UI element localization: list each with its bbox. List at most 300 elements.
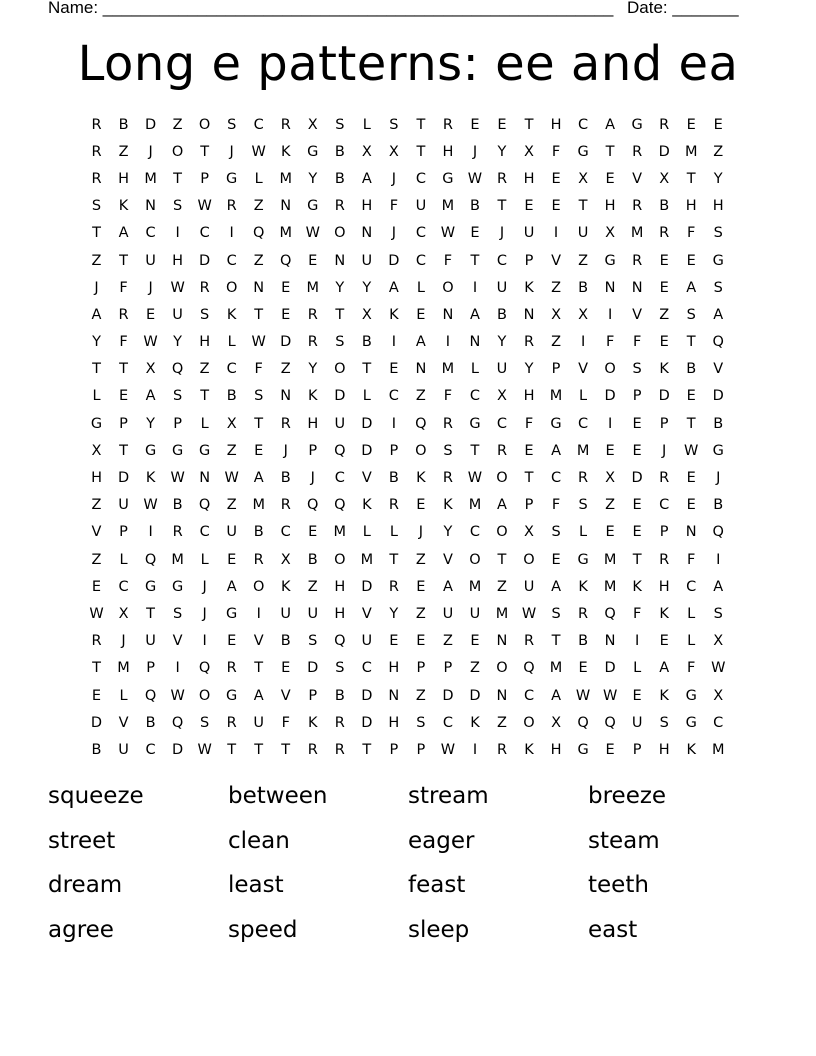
grid-letter: W bbox=[170, 279, 185, 296]
grid-letter: T bbox=[605, 143, 615, 160]
grid-letter: E bbox=[470, 225, 480, 242]
grid-letter: Z bbox=[605, 497, 616, 514]
grid-letter: W bbox=[251, 143, 266, 160]
grid-letter: N bbox=[253, 279, 265, 296]
grid-letter: K bbox=[632, 578, 642, 595]
grid-letter: M bbox=[603, 578, 617, 595]
grid-letter: O bbox=[171, 143, 184, 160]
grid-letter: G bbox=[144, 442, 157, 459]
grid-letter: C bbox=[226, 252, 237, 269]
grid-letter: D bbox=[172, 741, 184, 758]
grid-letter: P bbox=[308, 687, 318, 704]
grid-letter: K bbox=[659, 687, 669, 704]
grid-letter: A bbox=[118, 225, 129, 242]
grid-letter: S bbox=[173, 198, 183, 215]
grid-letter: L bbox=[687, 633, 696, 650]
grid-letter: N bbox=[604, 633, 616, 650]
grid-letter: R bbox=[280, 116, 291, 133]
grid-letter: Y bbox=[713, 170, 723, 187]
grid-letter: I bbox=[716, 551, 721, 568]
grid-letter: U bbox=[172, 306, 183, 323]
grid-letter: W bbox=[467, 170, 483, 187]
grid-letter: P bbox=[119, 524, 128, 541]
grid-letter: P bbox=[146, 660, 155, 677]
grid-letter: M bbox=[441, 361, 455, 378]
grid-letter: A bbox=[605, 116, 616, 133]
grid-letter: N bbox=[496, 633, 508, 650]
grid-letter: F bbox=[632, 334, 642, 351]
grid-letter: V bbox=[551, 252, 561, 269]
grid-letter: C bbox=[145, 225, 156, 242]
grid-letter: Z bbox=[226, 442, 237, 459]
grid-letter: E bbox=[605, 442, 615, 459]
grid-letter: P bbox=[659, 415, 669, 432]
grid-letter: H bbox=[685, 198, 697, 215]
grid-letter: L bbox=[254, 170, 263, 187]
grid-letter: P bbox=[389, 442, 399, 459]
grid-letter: X bbox=[307, 116, 318, 133]
grid-letter: M bbox=[279, 225, 292, 242]
grid-letter: R bbox=[172, 524, 183, 541]
grid-letter: P bbox=[200, 170, 210, 187]
grid-letter: D bbox=[658, 143, 670, 160]
grid-letter: H bbox=[199, 334, 211, 351]
grid-letter: E bbox=[416, 578, 426, 595]
grid-letter: E bbox=[686, 116, 696, 133]
grid-letter: T bbox=[119, 361, 128, 378]
grid-letter: P bbox=[524, 497, 534, 514]
grid-letter: D bbox=[199, 252, 211, 269]
grid-letter: O bbox=[496, 470, 508, 487]
grid-letter: P bbox=[443, 660, 453, 677]
grid-letter: B bbox=[686, 361, 697, 378]
grid-letter: U bbox=[253, 714, 265, 731]
grid-letter: F bbox=[389, 198, 399, 215]
word-bank-item: street bbox=[48, 827, 116, 854]
grid-letter: Q bbox=[334, 633, 346, 650]
grid-letter: Q bbox=[334, 497, 346, 514]
grid-letter: Z bbox=[578, 252, 589, 269]
grid-letter: U bbox=[631, 714, 643, 731]
grid-row bbox=[83, 437, 733, 464]
grid-letter: U bbox=[469, 605, 481, 622]
grid-letter: E bbox=[686, 497, 696, 514]
grid-letter: F bbox=[632, 605, 642, 622]
grid-letter: G bbox=[226, 170, 238, 187]
grid-letter: S bbox=[416, 714, 426, 731]
grid-letter: P bbox=[524, 252, 534, 269]
grid-letter: I bbox=[472, 741, 478, 758]
grid-letter: J bbox=[148, 143, 153, 160]
grid-letter: M bbox=[306, 279, 320, 296]
grid-letter: U bbox=[280, 605, 292, 622]
grid-letter: G bbox=[550, 415, 562, 432]
grid-letter: D bbox=[604, 388, 616, 405]
grid-letter: M bbox=[495, 605, 509, 622]
grid-letter: C bbox=[496, 415, 508, 432]
grid-letter: K bbox=[659, 361, 669, 378]
grid-letter: W bbox=[305, 225, 320, 242]
word-bank-item: squeeze bbox=[48, 783, 144, 809]
grid-letter: R bbox=[659, 551, 670, 568]
grid-letter: G bbox=[144, 578, 157, 595]
grid-letter: R bbox=[659, 470, 670, 487]
grid-letter: T bbox=[686, 415, 696, 432]
grid-letter: A bbox=[91, 306, 102, 323]
grid-letter: B bbox=[334, 143, 345, 160]
grid-letter: J bbox=[499, 225, 505, 242]
grid-row bbox=[83, 519, 733, 546]
grid-letter: O bbox=[496, 660, 508, 677]
grid-letter: G bbox=[307, 143, 319, 160]
grid-letter: A bbox=[713, 306, 724, 323]
grid-letter: E bbox=[308, 252, 318, 269]
grid-letter: E bbox=[605, 741, 615, 758]
grid-letter: Q bbox=[307, 497, 319, 514]
grid-letter: T bbox=[173, 170, 183, 187]
grid-letter: F bbox=[687, 551, 696, 568]
grid-letter: C bbox=[496, 252, 508, 269]
grid-letter: E bbox=[713, 116, 723, 133]
grid-letter: Y bbox=[497, 143, 507, 160]
grid-row bbox=[83, 247, 733, 274]
grid-letter: V bbox=[91, 524, 102, 541]
grid-letter: N bbox=[145, 198, 156, 215]
grid-letter: C bbox=[145, 741, 156, 758]
grid-letter: N bbox=[361, 225, 373, 242]
grid-letter: S bbox=[173, 388, 183, 405]
grid-letter: Z bbox=[442, 633, 453, 650]
grid-letter: R bbox=[253, 551, 264, 568]
grid-letter: E bbox=[659, 334, 669, 351]
grid-letter: H bbox=[334, 605, 346, 622]
grid-letter: C bbox=[334, 470, 345, 487]
grid-letter: D bbox=[280, 334, 292, 351]
grid-letter: Z bbox=[415, 551, 426, 568]
grid-letter: Y bbox=[92, 334, 101, 351]
grid-letter: I bbox=[472, 279, 478, 296]
grid-row bbox=[83, 682, 733, 709]
grid-letter: R bbox=[334, 198, 345, 215]
word-bank-item: stream bbox=[408, 783, 489, 809]
grid-letter: L bbox=[687, 605, 696, 622]
grid-letter: R bbox=[199, 279, 210, 296]
grid-letter: K bbox=[280, 143, 291, 160]
grid-letter: R bbox=[442, 415, 453, 432]
grid-letter: V bbox=[172, 633, 183, 650]
grid-letter: Z bbox=[91, 497, 102, 514]
grid-letter: L bbox=[119, 551, 128, 568]
grid-letter: A bbox=[388, 279, 399, 296]
grid-letter: Z bbox=[91, 252, 102, 269]
grid-letter: D bbox=[90, 714, 103, 731]
grid-letter: Z bbox=[551, 334, 562, 351]
page-title: Long e patterns: ee and ea bbox=[77, 36, 739, 92]
grid-letter: H bbox=[658, 741, 670, 758]
grid-letter: U bbox=[334, 415, 346, 432]
grid-row bbox=[83, 492, 733, 519]
grid-letter: J bbox=[202, 578, 207, 595]
grid-letter: C bbox=[578, 116, 589, 133]
grid-letter: Y bbox=[173, 334, 183, 351]
grid-letter: E bbox=[416, 633, 426, 650]
grid-letter: C bbox=[713, 714, 724, 731]
grid-letter: H bbox=[550, 116, 562, 133]
grid-letter: H bbox=[118, 170, 129, 187]
grid-letter: N bbox=[604, 279, 616, 296]
grid-letter: M bbox=[711, 741, 725, 758]
grid-letter: L bbox=[579, 388, 588, 405]
grid-letter: V bbox=[361, 605, 372, 622]
grid-letter: T bbox=[362, 361, 372, 378]
grid-letter: D bbox=[469, 687, 481, 704]
grid-letter: L bbox=[200, 415, 209, 432]
grid-letter: G bbox=[631, 116, 643, 133]
grid-letter: V bbox=[578, 361, 589, 378]
grid-letter: X bbox=[388, 143, 399, 160]
grid-letter: W bbox=[575, 687, 591, 704]
grid-letter: M bbox=[117, 660, 130, 677]
grid-letter: Z bbox=[497, 714, 507, 731]
grid-letter: P bbox=[632, 741, 642, 758]
grid-letter: X bbox=[118, 605, 129, 622]
grid-letter: Q bbox=[198, 497, 211, 514]
word-bank-item: dream bbox=[48, 872, 123, 898]
grid-letter: N bbox=[523, 306, 535, 323]
grid-letter: Z bbox=[307, 578, 318, 595]
grid-letter: B bbox=[659, 198, 670, 215]
grid-letter: Z bbox=[91, 551, 102, 568]
grid-letter: G bbox=[171, 578, 184, 595]
grid-letter: B bbox=[145, 714, 156, 731]
grid-letter: R bbox=[388, 578, 399, 595]
grid-letter: X bbox=[551, 714, 562, 731]
grid-letter: E bbox=[686, 252, 696, 269]
grid-letter: R bbox=[280, 415, 291, 432]
grid-letter: Q bbox=[604, 605, 616, 622]
grid-letter: G bbox=[442, 170, 454, 187]
grid-letter: O bbox=[198, 116, 211, 133]
grid-letter: X bbox=[605, 470, 616, 487]
grid-letter: Q bbox=[712, 334, 724, 351]
grid-letter: Z bbox=[226, 497, 237, 514]
grid-letter: F bbox=[443, 388, 453, 405]
grid-letter: F bbox=[254, 361, 263, 378]
grid-letter: H bbox=[307, 415, 319, 432]
grid-letter: K bbox=[118, 198, 129, 215]
grid-letter: L bbox=[470, 361, 479, 378]
grid-letter: W bbox=[467, 470, 483, 487]
grid-letter: J bbox=[472, 143, 478, 160]
grid-row bbox=[83, 111, 733, 138]
grid-letter: A bbox=[415, 334, 426, 351]
grid-letter: D bbox=[712, 388, 724, 405]
grid-letter: J bbox=[716, 470, 721, 487]
grid-letter: E bbox=[686, 388, 696, 405]
grid-letter: K bbox=[389, 306, 399, 323]
grid-row bbox=[83, 165, 733, 192]
grid-letter: X bbox=[713, 687, 724, 704]
grid-letter: Z bbox=[415, 388, 426, 405]
grid-letter: T bbox=[119, 442, 128, 459]
grid-letter: Y bbox=[524, 361, 534, 378]
grid-letter: S bbox=[335, 116, 345, 133]
grid-letter: T bbox=[632, 551, 642, 568]
grid-letter: Z bbox=[199, 361, 210, 378]
grid-letter: M bbox=[360, 551, 374, 568]
grid-letter: T bbox=[281, 741, 291, 758]
grid-letter: H bbox=[388, 660, 400, 677]
grid-letter: I bbox=[445, 334, 451, 351]
grid-letter: H bbox=[550, 741, 562, 758]
grid-letter: T bbox=[497, 551, 507, 568]
grid-letter: J bbox=[391, 225, 396, 242]
grid-letter: K bbox=[659, 605, 669, 622]
grid-letter: B bbox=[91, 741, 102, 758]
grid-letter: R bbox=[226, 198, 237, 215]
grid-letter: U bbox=[523, 225, 535, 242]
grid-letter: C bbox=[118, 578, 129, 595]
grid-letter: K bbox=[578, 578, 588, 595]
grid-letter: Q bbox=[334, 442, 346, 459]
grid-letter: E bbox=[578, 660, 588, 677]
grid-letter: Q bbox=[198, 660, 211, 677]
grid-letter: S bbox=[578, 497, 588, 514]
grid-letter: V bbox=[280, 687, 291, 704]
grid-letter: L bbox=[92, 388, 101, 405]
grid-letter: T bbox=[254, 660, 264, 677]
grid-letter: S bbox=[551, 605, 561, 622]
grid-letter: K bbox=[470, 714, 480, 731]
grid-letter: Q bbox=[523, 660, 535, 677]
grid-letter: H bbox=[388, 714, 400, 731]
grid-letter: U bbox=[496, 279, 508, 296]
grid-letter: U bbox=[361, 252, 373, 269]
grid-letter: B bbox=[280, 470, 291, 487]
grid-letter: B bbox=[713, 415, 724, 432]
grid-letter: W bbox=[143, 497, 158, 514]
grid-letter: R bbox=[334, 741, 345, 758]
grid-letter: R bbox=[91, 143, 102, 160]
grid-letter: D bbox=[361, 442, 373, 459]
grid-letter: U bbox=[307, 605, 319, 622]
grid-letter: U bbox=[415, 198, 427, 215]
grid-letter: F bbox=[443, 252, 453, 269]
grid-letter: R bbox=[496, 170, 508, 187]
grid-letter: B bbox=[578, 633, 589, 650]
grid-letter: E bbox=[551, 198, 561, 215]
grid-letter: B bbox=[307, 551, 318, 568]
grid-letter: G bbox=[90, 415, 103, 432]
grid-letter: P bbox=[416, 741, 426, 758]
word-bank-item: feast bbox=[408, 872, 466, 898]
grid-letter: R bbox=[118, 306, 129, 323]
grid-letter: G bbox=[685, 714, 697, 731]
grid-letter: B bbox=[469, 198, 480, 215]
grid-row bbox=[83, 628, 733, 655]
grid-letter: F bbox=[687, 225, 696, 242]
grid-letter: O bbox=[523, 714, 535, 731]
grid-letter: G bbox=[307, 198, 319, 215]
grid-letter: Q bbox=[415, 415, 427, 432]
grid-letter: E bbox=[605, 524, 615, 541]
grid-letter: A bbox=[551, 442, 561, 459]
grid-letter: U bbox=[577, 225, 589, 242]
grid-letter: G bbox=[577, 741, 589, 758]
grid-letter: H bbox=[658, 578, 670, 595]
grid-letter: E bbox=[281, 279, 291, 296]
grid-letter: S bbox=[686, 306, 696, 323]
grid-row bbox=[83, 410, 733, 437]
grid-row bbox=[83, 709, 733, 736]
grid-letter: Q bbox=[252, 225, 265, 242]
grid-letter: S bbox=[308, 633, 318, 650]
grid-letter: D bbox=[388, 252, 400, 269]
grid-letter: O bbox=[334, 225, 346, 242]
grid-letter: N bbox=[631, 279, 643, 296]
grid-letter: R bbox=[280, 497, 291, 514]
grid-letter: N bbox=[388, 687, 400, 704]
grid-letter: Z bbox=[118, 143, 129, 160]
grid-letter: G bbox=[171, 442, 184, 459]
grid-letter: R bbox=[523, 334, 535, 351]
grid-letter: F bbox=[524, 415, 534, 432]
grid-letter: T bbox=[416, 143, 426, 160]
grid-letter: S bbox=[632, 361, 642, 378]
grid-letter: A bbox=[497, 497, 507, 514]
word-bank-item: sleep bbox=[408, 916, 470, 943]
grid-letter: X bbox=[524, 143, 534, 160]
grid-letter: K bbox=[416, 470, 426, 487]
grid-letter: O bbox=[198, 687, 211, 704]
grid-letter: R bbox=[307, 306, 318, 323]
grid-letter: W bbox=[170, 470, 185, 487]
grid-letter: B bbox=[713, 497, 724, 514]
grid-letter: X bbox=[280, 551, 291, 568]
grid-letter: A bbox=[469, 306, 480, 323]
grid-letter: X bbox=[91, 442, 102, 459]
grid-letter: A bbox=[686, 279, 697, 296]
grid-letter: Q bbox=[712, 524, 724, 541]
grid-row bbox=[83, 356, 733, 383]
grid-row bbox=[83, 274, 733, 301]
grid-letter: R bbox=[388, 497, 399, 514]
grid-letter: E bbox=[524, 198, 534, 215]
word-bank-item: speed bbox=[228, 916, 298, 943]
grid-letter: L bbox=[200, 551, 209, 568]
grid-letter: Z bbox=[172, 116, 183, 133]
grid-letter: I bbox=[580, 334, 586, 351]
grid-letter: E bbox=[632, 687, 642, 704]
grid-letter: R bbox=[496, 741, 508, 758]
grid-letter: L bbox=[362, 388, 371, 405]
word-bank-item: clean bbox=[228, 827, 290, 854]
grid-letter: T bbox=[92, 361, 101, 378]
grid-letter: T bbox=[200, 388, 210, 405]
grid-letter: X bbox=[361, 143, 372, 160]
grid-letter: T bbox=[686, 334, 696, 351]
grid-letter: C bbox=[659, 497, 670, 514]
grid-letter: A bbox=[551, 578, 561, 595]
grid-letter: E bbox=[91, 687, 102, 704]
grid-letter: N bbox=[280, 198, 292, 215]
grid-letter: W bbox=[197, 741, 212, 758]
grid-letter: S bbox=[551, 524, 561, 541]
grid-letter: R bbox=[523, 633, 535, 650]
grid-letter: C bbox=[388, 388, 399, 405]
grid-letter: I bbox=[391, 415, 396, 432]
grid-letter: S bbox=[335, 660, 345, 677]
